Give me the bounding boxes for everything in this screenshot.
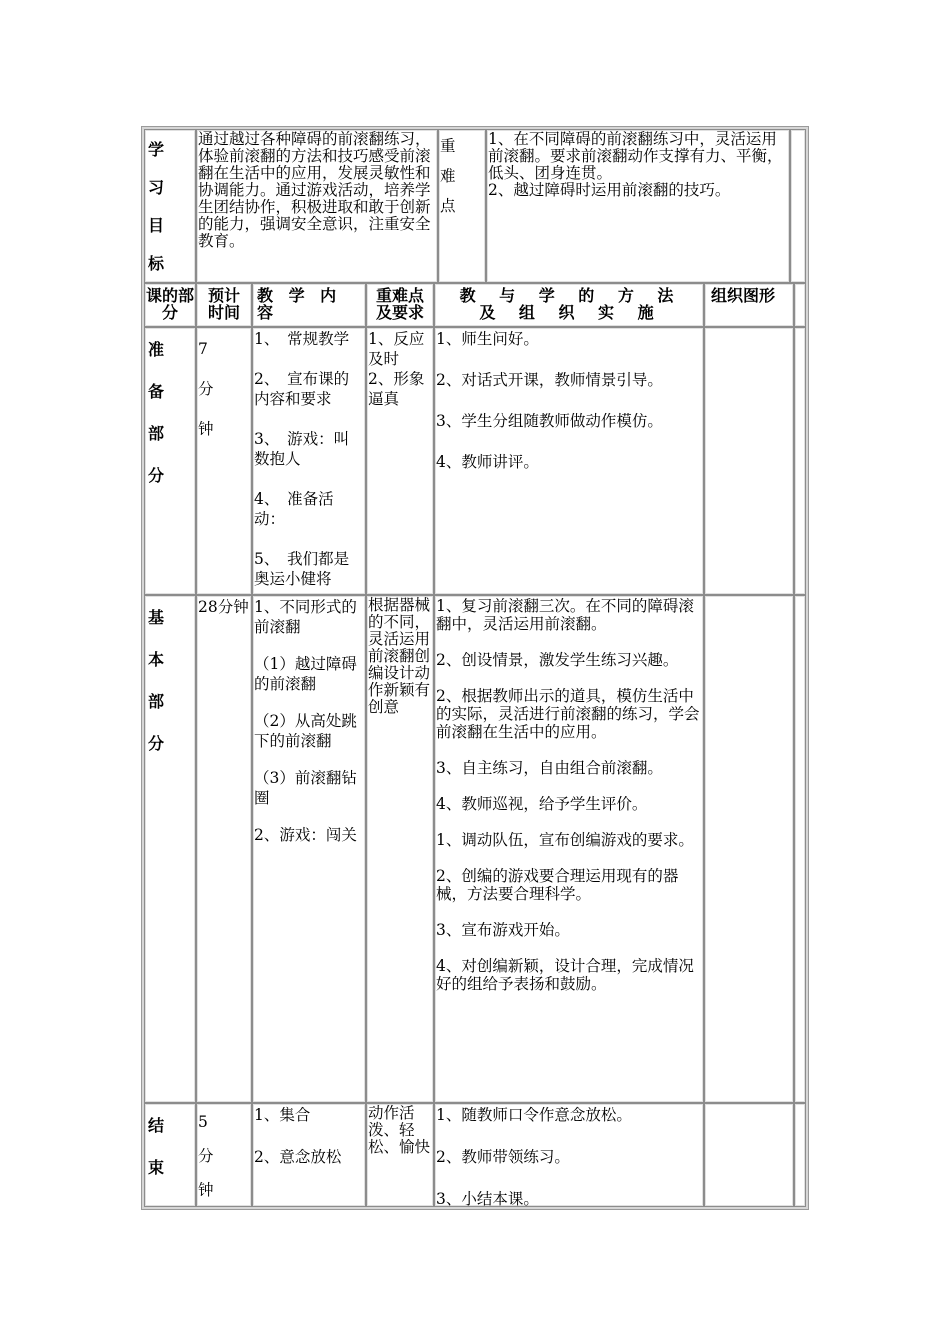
key-label-char: 难 (440, 167, 456, 185)
basic-time-text: 28分钟 (198, 598, 249, 616)
prep-key-item: 1、反应及时 (368, 330, 425, 368)
prep-method-item: 3、学生分组随教师做动作模仿。 (436, 412, 663, 430)
prep-method-item: 4、教师讲评。 (436, 453, 539, 471)
prep-content-item: 3、 游戏：叫数抱人 (254, 430, 350, 468)
end-spacer (794, 1103, 806, 1207)
header-spacer (794, 283, 806, 327)
objectives-paragraph: 通过越过各种障碍的前滚翻练习，体验前滚翻的方法和技巧感受前滚翻在生活中的应用，发展灵敏性和协调能力。通过游戏活动，培养学生团结协作，积极进取和敢于创新的能力，强调安全意识，注重安全教育。 (198, 130, 431, 250)
end-diagram (704, 1103, 794, 1207)
basic-methods (434, 595, 704, 1103)
basic-content-item: （1）越过障碍的前滚翻 (254, 655, 357, 693)
header-method (434, 283, 704, 327)
end-key (366, 1103, 434, 1207)
prep-method-item: 1、师生问好。 (436, 330, 539, 348)
basic-content-item: （2）从高处跳下的前滚翻 (254, 712, 357, 750)
basic-method-item: 3、自主练习，自由组合前滚翻。 (436, 759, 663, 777)
header-content (252, 283, 366, 327)
prep-key (366, 327, 434, 595)
header-part-text: 课的部分 (146, 286, 195, 322)
basic-method-item: 1、复习前滚翻三次。在不同的障碍滚翻中，灵活运用前滚翻。 (436, 597, 694, 633)
header-diagram-text: 组织图形 (711, 286, 776, 305)
prep-diagram (704, 327, 794, 595)
end-key-text: 动作活泼、轻松、愉快 (368, 1104, 431, 1156)
header-content-text: 教 学 内 容 (257, 286, 342, 322)
basic-key-text: 根据器械的不同，灵活运用前滚翻创编设计动作新颖有创意 (368, 596, 431, 716)
prep-methods (434, 327, 704, 595)
lesson-plan-table (141, 126, 809, 1210)
prep-content-item: 1、 常规教学 (254, 330, 350, 348)
header-method-text: 教 与 学 的 方 法 及 组 织 实 施 (459, 286, 683, 322)
end-time (196, 1103, 252, 1207)
objectives-label (144, 129, 196, 283)
end-label (144, 1103, 196, 1207)
end-method-item: 2、教师带领练习。 (436, 1148, 570, 1166)
header-key (366, 283, 434, 327)
end-time-char: 钟 (198, 1181, 214, 1199)
basic-method-item: 2、创编的游戏要合理运用现有的器械，方法要合理科学。 (436, 867, 679, 903)
prep-time-char: 钟 (198, 420, 214, 438)
basic-label (144, 595, 196, 1103)
end-time-char: 分 (198, 1147, 214, 1165)
prep-label-char: 准 (148, 340, 165, 359)
end-content (252, 1103, 366, 1207)
basic-label-char: 基 (148, 608, 165, 627)
prep-method-item: 2、对话式开课，教师情景引导。 (436, 371, 663, 389)
prep-content-item: 5、 我们都是奥运小健将 (254, 550, 350, 588)
prep-label (144, 327, 196, 595)
key-points-label (438, 129, 486, 283)
basic-time (196, 595, 252, 1103)
prep-content-item: 2、 宣布课的内容和要求 (254, 370, 350, 408)
objectives-label-char: 目 (148, 216, 165, 235)
prep-time-char: 分 (198, 380, 214, 398)
header-time (196, 283, 252, 327)
prep-label-char: 备 (148, 382, 165, 401)
basic-content (252, 595, 366, 1103)
prep-content-item: 4、 准备活动： (254, 490, 334, 528)
objectives-label-char: 习 (148, 178, 165, 197)
objectives-label-char: 学 (148, 140, 165, 159)
basic-method-item: 4、教师巡视，给予学生评价。 (436, 795, 648, 813)
prep-time (196, 327, 252, 595)
prep-key-item: 2、形象逼真 (368, 370, 425, 408)
basic-content-item: （3）前滚翻钻圈 (254, 769, 357, 807)
header-diagram (704, 283, 794, 327)
basic-method-item: 4、对创编新颖，设计合理，完成情况好的组给予表扬和鼓励。 (436, 957, 694, 993)
basic-method-item: 2、根据教师出示的道具，模仿生活中的实际，灵活进行前滚翻的练习，学会前滚翻在生活中的应用。 (436, 687, 700, 741)
prep-spacer (794, 327, 806, 595)
objectives-spacer (790, 129, 806, 283)
basic-label-char: 分 (148, 734, 165, 753)
end-time-char: 5 (198, 1113, 208, 1131)
basic-label-char: 部 (148, 692, 165, 711)
basic-key (366, 595, 434, 1103)
basic-content-item: 2、游戏：闯关 (254, 826, 357, 844)
basic-method-item: 3、宣布游戏开始。 (436, 921, 570, 939)
basic-label-char: 本 (148, 650, 165, 669)
key-point: 1、在不同障碍的前滚翻练习中，灵活运用前滚翻。要求前滚翻动作支撑有力、平衡，低头、团身连贯。 (488, 130, 783, 182)
end-label-char: 束 (148, 1158, 165, 1177)
prep-label-char: 部 (148, 424, 165, 443)
end-content-item: 1、集合 (254, 1106, 311, 1124)
header-key-text: 重难点及要求 (375, 286, 424, 322)
basic-diagram (704, 595, 794, 1103)
end-label-char: 结 (148, 1116, 165, 1135)
end-method-item: 3、小结本课。 (436, 1190, 539, 1207)
header-time-text: 预计时间 (207, 286, 240, 322)
key-label-char: 重 (440, 137, 456, 155)
end-content-item: 2、意念放松 (254, 1148, 342, 1166)
end-method-item: 1、随教师口令作意念放松。 (436, 1106, 632, 1124)
basic-method-item: 1、调动队伍，宣布创编游戏的要求。 (436, 831, 694, 849)
prep-time-char: 7 (198, 340, 208, 358)
basic-content-item: 1、不同形式的前滚翻 (254, 598, 357, 636)
key-label-char: 点 (440, 197, 456, 215)
key-points-text (486, 129, 790, 283)
header-part (144, 283, 196, 327)
end-methods (434, 1103, 704, 1207)
objectives-label-char: 标 (148, 254, 165, 273)
basic-spacer (794, 595, 806, 1103)
prep-label-char: 分 (148, 466, 165, 485)
basic-method-item: 2、创设情景，激发学生练习兴趣。 (436, 651, 679, 669)
prep-content (252, 327, 366, 595)
key-point: 2、越过障碍时运用前滚翻的技巧。 (488, 181, 731, 199)
objectives-text (196, 129, 438, 283)
